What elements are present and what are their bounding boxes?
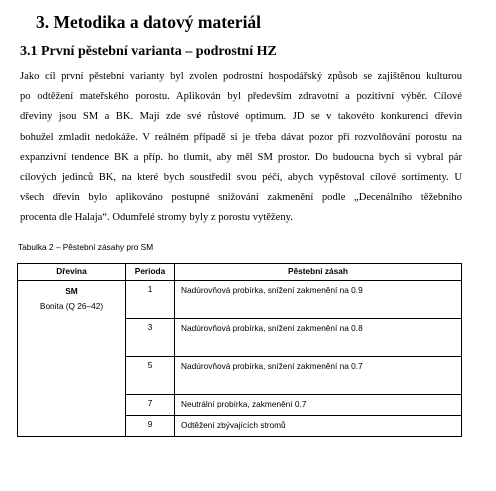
- period-cell: 3: [126, 319, 175, 357]
- paragraph-line: po odtěžení mateřského porostu. Aplikován byl především zdravotní a pozitivní výběr. Cílové: [20, 91, 462, 103]
- paragraph-line: bohužel zmladit nedokáže. V reálném případě si je třeba dávat pozor při rozvolňování porostu na: [20, 131, 462, 143]
- period-cell: 9: [126, 416, 175, 437]
- operation-cell: [175, 416, 462, 437]
- silviculture-table: [17, 263, 462, 437]
- period-cell: 1: [126, 281, 175, 319]
- table-header-row: [18, 264, 462, 281]
- paragraph-line: Jako cíl první pěstební varianty byl zvolen podrostní hospodářský způsob se zajištěnou kulturou: [20, 71, 462, 82]
- operation-cell: [175, 395, 462, 416]
- tree-name: SM: [65, 286, 78, 296]
- operation-cell: [175, 281, 462, 319]
- subsection-title: 3.1 První pěstební varianta – podrostní HZ: [20, 44, 277, 59]
- header-tree: Dřevina: [18, 264, 126, 281]
- header-period: Perioda: [126, 264, 175, 281]
- period-cell: 7: [126, 395, 175, 416]
- paragraph-line: cílových jedinců BK, na které bych soustředil svou péči, abych vypěstoval cílové sortimenty. U: [20, 171, 462, 183]
- period-cell: 5: [126, 357, 175, 395]
- section-title: 3. Metodika a datový materiál: [36, 12, 262, 32]
- paragraph-line: procenta dle Halaja“. Odumřelé stromy byly z porostu vytěženy.: [20, 212, 293, 224]
- table-caption: Tabulka 2 – Pěstební zásahy pro SM: [18, 242, 154, 252]
- operation-text: Nadúrovňová probírka, snížení zakmenění na 0.9: [181, 285, 363, 295]
- operation-text: Neutrální probírka, zakmenění 0.7: [181, 399, 307, 409]
- paragraph-line: všech dřevin bylo aplikováno postupné snižování zakmenění podle „Decenálního těžebního: [20, 192, 462, 204]
- paragraph-line: expanzivní tendence BK a příp. ho tlumit, aby měl SM prostor. Do budoucna bych si vybral pár: [20, 151, 462, 163]
- tree-site: Bonita (Q 26–42): [39, 301, 104, 311]
- operation-cell: [175, 319, 462, 357]
- tree-cell: [18, 281, 126, 437]
- operation-text: Nadúrovňová probírka, snížení zakmenění na 0.7: [181, 361, 363, 371]
- table-row: [18, 281, 462, 319]
- operation-text: Odtěžení zbývajících stromů: [181, 420, 286, 430]
- operation-cell: [175, 357, 462, 395]
- operation-text: Nadúrovňová probírka, snížení zakmenění na 0.8: [181, 323, 363, 333]
- paragraph-line: dřeviny jsou SM a BK. Mají zde své růstové optimum. JD se v takovéto konkurenci dřevin: [20, 111, 462, 123]
- body-paragraph: [20, 67, 462, 229]
- header-operation: Pěstební zásah: [175, 264, 462, 281]
